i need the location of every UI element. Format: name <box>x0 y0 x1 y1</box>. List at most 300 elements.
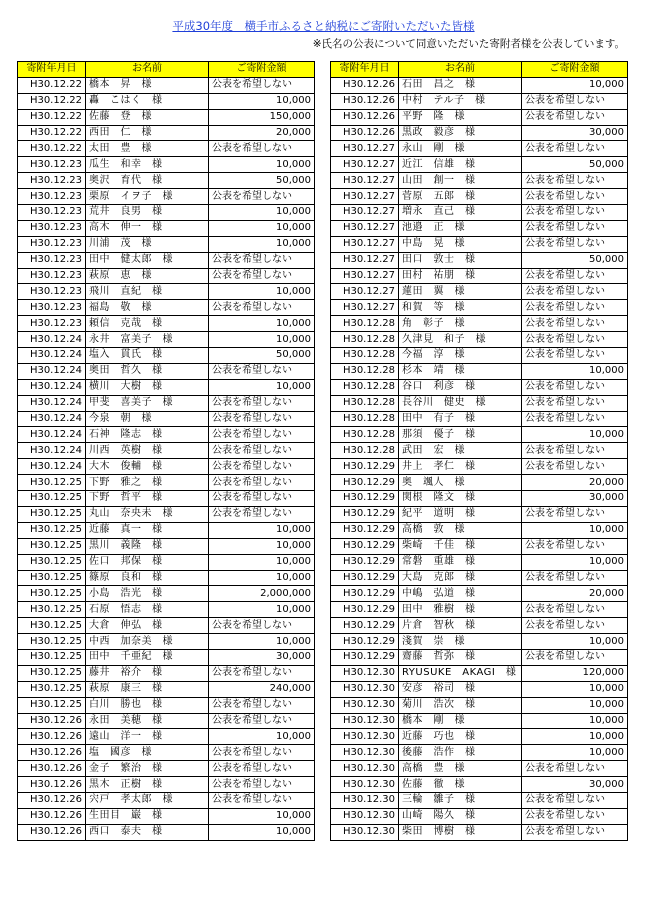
donation-date-cell: H30.12.25 <box>18 538 86 554</box>
table-row <box>331 522 628 538</box>
donation-date-cell: H30.12.25 <box>18 618 86 634</box>
table-row <box>331 506 628 522</box>
donation-date-cell: H30.12.30 <box>331 681 399 697</box>
donation-date-cell: H30.12.30 <box>331 808 399 824</box>
donation-date-cell: H30.12.25 <box>18 475 86 491</box>
donation-amount-cell: 公表を希望しない <box>522 570 628 586</box>
donor-name-cell: 下野 雅之 様 <box>86 475 209 491</box>
donor-name-cell: 田口 敦士 様 <box>399 252 522 268</box>
donor-name-cell: 中西 加奈美 様 <box>86 634 209 650</box>
table-row <box>331 93 628 109</box>
table-row <box>331 443 628 459</box>
header-amount: ご寄附金額 <box>209 62 315 78</box>
donor-name-cell: 藤井 裕介 様 <box>86 665 209 681</box>
donation-date-cell: H30.12.29 <box>331 634 399 650</box>
donation-date-cell: H30.12.28 <box>331 427 399 443</box>
donation-amount-cell: 公表を希望しない <box>209 395 315 411</box>
donation-amount-cell: 公表を希望しない <box>209 792 315 808</box>
donation-amount-cell: 公表を希望しない <box>522 141 628 157</box>
donation-amount-cell: 50,000 <box>209 173 315 189</box>
donor-name-cell: 奥田 哲久 様 <box>86 363 209 379</box>
donation-date-cell: H30.12.28 <box>331 395 399 411</box>
donation-date-cell: H30.12.24 <box>18 332 86 348</box>
table-row <box>331 792 628 808</box>
donation-date-cell: H30.12.23 <box>18 157 86 173</box>
donation-date-cell: H30.12.25 <box>18 586 86 602</box>
donor-name-cell: 黒川 義隆 様 <box>86 538 209 554</box>
donation-amount-cell: 公表を希望しない <box>209 491 315 507</box>
table-row <box>331 109 628 125</box>
table-row <box>331 570 628 586</box>
donor-name-cell: 後藤 浩作 様 <box>399 745 522 761</box>
donation-date-cell: H30.12.28 <box>331 411 399 427</box>
donor-name-cell: 近藤 真一 様 <box>86 522 209 538</box>
donor-name-cell: 石原 悟志 様 <box>86 602 209 618</box>
table-row <box>331 808 628 824</box>
table-row <box>18 395 315 411</box>
donation-date-cell: H30.12.29 <box>331 602 399 618</box>
donation-date-cell: H30.12.23 <box>18 220 86 236</box>
table-row <box>18 777 315 793</box>
donation-date-cell: H30.12.27 <box>331 189 399 205</box>
donation-amount-cell: 公表を希望しない <box>209 427 315 443</box>
donation-amount-cell: 公表を希望しない <box>522 459 628 475</box>
donor-name-cell: 和賀 等 様 <box>399 300 522 316</box>
donor-name-cell: RYUSUKE AKAGI 様 <box>399 665 522 681</box>
donor-name-cell: 白川 勝也 様 <box>86 697 209 713</box>
donor-name-cell: 長谷川 健史 様 <box>399 395 522 411</box>
donor-name-cell: 塩 國彦 様 <box>86 745 209 761</box>
donation-date-cell: H30.12.24 <box>18 427 86 443</box>
donation-date-cell: H30.12.26 <box>18 824 86 840</box>
donation-date-cell: H30.12.25 <box>18 506 86 522</box>
donor-name-cell: 近江 信雄 様 <box>399 157 522 173</box>
table-row <box>18 363 315 379</box>
donation-date-cell: H30.12.25 <box>18 522 86 538</box>
donation-amount-cell: 公表を希望しない <box>209 697 315 713</box>
donation-amount-cell: 2,000,000 <box>209 586 315 602</box>
donation-amount-cell: 公表を希望しない <box>522 348 628 364</box>
donation-amount-cell: 20,000 <box>522 586 628 602</box>
table-row <box>331 220 628 236</box>
table-row <box>331 173 628 189</box>
donor-name-cell: 高木 伸一 様 <box>86 220 209 236</box>
donor-name-cell: 増永 直己 様 <box>399 205 522 221</box>
donor-name-cell: 石神 隆志 様 <box>86 427 209 443</box>
donation-amount-cell: 50,000 <box>522 157 628 173</box>
donation-date-cell: H30.12.22 <box>18 93 86 109</box>
donation-date-cell: H30.12.29 <box>331 570 399 586</box>
donation-amount-cell: 公表を希望しない <box>209 713 315 729</box>
table-row <box>331 777 628 793</box>
table-row <box>331 141 628 157</box>
donation-date-cell: H30.12.28 <box>331 332 399 348</box>
donation-amount-cell: 10,000 <box>522 554 628 570</box>
donation-amount-cell: 公表を希望しない <box>209 443 315 459</box>
table-row <box>18 554 315 570</box>
table-row <box>331 745 628 761</box>
donor-name-cell: 川浦 茂 様 <box>86 236 209 252</box>
donor-name-cell: 菊川 浩次 様 <box>399 697 522 713</box>
donation-amount-cell: 公表を希望しない <box>522 220 628 236</box>
donation-date-cell: H30.12.24 <box>18 363 86 379</box>
donor-name-cell: 福島 敬 様 <box>86 300 209 316</box>
donation-amount-cell: 10,000 <box>209 284 315 300</box>
donation-amount-cell: 10,000 <box>209 93 315 109</box>
donor-name-cell: 近藤 巧也 様 <box>399 729 522 745</box>
donation-date-cell: H30.12.28 <box>331 379 399 395</box>
donor-name-cell: 橋本 昇 様 <box>86 77 209 93</box>
donation-amount-cell: 10,000 <box>209 729 315 745</box>
donation-date-cell: H30.12.26 <box>18 777 86 793</box>
table-row <box>18 792 315 808</box>
donation-amount-cell: 10,000 <box>522 522 628 538</box>
donation-amount-cell: 公表を希望しない <box>522 538 628 554</box>
donor-name-cell: 那須 優子 様 <box>399 427 522 443</box>
donation-date-cell: H30.12.29 <box>331 522 399 538</box>
header-name: お名前 <box>86 62 209 78</box>
donation-date-cell: H30.12.26 <box>331 125 399 141</box>
donation-date-cell: H30.12.26 <box>331 109 399 125</box>
donor-name-cell: 石田 昌之 様 <box>399 77 522 93</box>
table-row <box>331 538 628 554</box>
table-row <box>331 268 628 284</box>
table-row <box>331 427 628 443</box>
donor-name-cell: 小島 浩光 様 <box>86 586 209 602</box>
table-row <box>331 475 628 491</box>
donation-amount-cell: 10,000 <box>209 538 315 554</box>
donor-name-cell: 安彦 裕司 様 <box>399 681 522 697</box>
donor-name-cell: 高橋 敦 様 <box>399 522 522 538</box>
donation-date-cell: H30.12.23 <box>18 300 86 316</box>
donor-name-cell: 丸山 奈央未 様 <box>86 506 209 522</box>
donation-date-cell: H30.12.28 <box>331 363 399 379</box>
table-row <box>18 824 315 840</box>
table-row <box>18 491 315 507</box>
donor-name-cell: 萩原 恵 様 <box>86 268 209 284</box>
donor-name-cell: 田村 祐朋 様 <box>399 268 522 284</box>
table-row <box>331 395 628 411</box>
donation-amount-cell: 公表を希望しない <box>209 268 315 284</box>
table-row <box>331 586 628 602</box>
donation-amount-cell: 10,000 <box>209 316 315 332</box>
donor-name-cell: 篠原 良和 様 <box>86 570 209 586</box>
donation-amount-cell: 公表を希望しない <box>522 395 628 411</box>
donor-name-cell: 大木 俊輔 様 <box>86 459 209 475</box>
donor-table-left <box>17 61 315 841</box>
donation-amount-cell: 公表を希望しない <box>522 173 628 189</box>
donation-date-cell: H30.12.26 <box>18 713 86 729</box>
donor-name-cell: 佐口 邦保 様 <box>86 554 209 570</box>
donor-name-cell: 永井 富美子 様 <box>86 332 209 348</box>
donation-amount-cell: 10,000 <box>209 236 315 252</box>
donation-amount-cell: 240,000 <box>209 681 315 697</box>
header-amount: ご寄附金額 <box>522 62 628 78</box>
donation-date-cell: H30.12.29 <box>331 475 399 491</box>
table-row <box>331 681 628 697</box>
donation-amount-cell: 公表を希望しない <box>522 379 628 395</box>
donation-date-cell: H30.12.26 <box>18 745 86 761</box>
donation-date-cell: H30.12.27 <box>331 173 399 189</box>
donation-amount-cell: 公表を希望しない <box>522 284 628 300</box>
donation-date-cell: H30.12.29 <box>331 554 399 570</box>
donation-date-cell: H30.12.29 <box>331 491 399 507</box>
donation-amount-cell: 10,000 <box>522 77 628 93</box>
donation-date-cell: H30.12.22 <box>18 109 86 125</box>
table-row <box>331 491 628 507</box>
table-row <box>331 316 628 332</box>
table-row <box>18 157 315 173</box>
donation-date-cell: H30.12.26 <box>18 808 86 824</box>
donor-name-cell: 谷口 利彦 様 <box>399 379 522 395</box>
donor-name-cell: 橋本 剛 様 <box>399 713 522 729</box>
table-row <box>331 634 628 650</box>
donation-date-cell: H30.12.27 <box>331 236 399 252</box>
table-row <box>331 348 628 364</box>
donation-amount-cell: 10,000 <box>522 697 628 713</box>
donation-amount-cell: 公表を希望しない <box>522 93 628 109</box>
donation-date-cell: H30.12.28 <box>331 443 399 459</box>
donation-date-cell: H30.12.25 <box>18 554 86 570</box>
donation-date-cell: H30.12.23 <box>18 236 86 252</box>
donation-amount-cell: 公表を希望しない <box>522 236 628 252</box>
donation-amount-cell: 公表を希望しない <box>522 506 628 522</box>
donor-name-cell: 甲斐 喜美子 様 <box>86 395 209 411</box>
donor-name-cell: 頼信 克哉 様 <box>86 316 209 332</box>
donation-amount-cell: 公表を希望しない <box>522 189 628 205</box>
table-row <box>331 761 628 777</box>
donation-date-cell: H30.12.26 <box>18 729 86 745</box>
donation-amount-cell: 10,000 <box>209 522 315 538</box>
donor-name-cell: 齋藤 哲弥 様 <box>399 649 522 665</box>
donor-name-cell: 奥沢 育代 様 <box>86 173 209 189</box>
donation-date-cell: H30.12.29 <box>331 586 399 602</box>
donation-date-cell: H30.12.27 <box>331 141 399 157</box>
donor-name-cell: 山崎 陽久 様 <box>399 808 522 824</box>
donor-name-cell: 角 彰子 様 <box>399 316 522 332</box>
donor-name-cell: 黒政 毅彦 様 <box>399 125 522 141</box>
donor-name-cell: 太田 豊 様 <box>86 141 209 157</box>
donation-date-cell: H30.12.25 <box>18 681 86 697</box>
donor-name-cell: 大倉 伸弘 様 <box>86 618 209 634</box>
donation-amount-cell: 10,000 <box>522 713 628 729</box>
donation-amount-cell: 公表を希望しない <box>522 792 628 808</box>
donation-date-cell: H30.12.26 <box>331 77 399 93</box>
donor-name-cell: 川西 英樹 様 <box>86 443 209 459</box>
donor-name-cell: 今泉 朝 様 <box>86 411 209 427</box>
donation-date-cell: H30.12.30 <box>331 697 399 713</box>
donation-amount-cell: 公表を希望しない <box>522 761 628 777</box>
donor-name-cell: 奥 颯人 様 <box>399 475 522 491</box>
donation-date-cell: H30.12.30 <box>331 824 399 840</box>
donation-amount-cell: 公表を希望しない <box>522 808 628 824</box>
table-row <box>18 538 315 554</box>
donation-date-cell: H30.12.23 <box>18 189 86 205</box>
donor-name-cell: 下野 哲平 様 <box>86 491 209 507</box>
donor-name-cell: 田中 雅樹 様 <box>399 602 522 618</box>
donor-name-cell: 柴崎 千佳 様 <box>399 538 522 554</box>
table-row <box>331 77 628 93</box>
donation-date-cell: H30.12.26 <box>331 93 399 109</box>
table-row <box>18 745 315 761</box>
donation-date-cell: H30.12.27 <box>331 300 399 316</box>
donation-amount-cell: 公表を希望しない <box>209 363 315 379</box>
donor-name-cell: 杉本 靖 様 <box>399 363 522 379</box>
donor-name-cell: 西口 泰夫 様 <box>86 824 209 840</box>
donor-name-cell: 中島 晃 様 <box>399 236 522 252</box>
donation-amount-cell: 10,000 <box>209 220 315 236</box>
donor-name-cell: 井上 孝仁 様 <box>399 459 522 475</box>
donation-date-cell: H30.12.23 <box>18 205 86 221</box>
donation-amount-cell: 10,000 <box>522 745 628 761</box>
table-row <box>331 332 628 348</box>
donation-amount-cell: 公表を希望しない <box>209 459 315 475</box>
donation-amount-cell: 公表を希望しない <box>209 745 315 761</box>
header-date: 寄附年月日 <box>18 62 86 78</box>
donor-name-cell: 横川 大樹 様 <box>86 379 209 395</box>
page-title[interactable]: 平成30年度 横手市ふるさと納税にご寄附いただいた皆様 <box>172 19 475 33</box>
donation-amount-cell: 公表を希望しない <box>522 332 628 348</box>
table-row <box>18 300 315 316</box>
table-row <box>18 808 315 824</box>
table-row <box>331 411 628 427</box>
donor-name-cell: 中嶋 弘道 様 <box>399 586 522 602</box>
table-row <box>331 252 628 268</box>
table-row <box>18 205 315 221</box>
table-row <box>18 316 315 332</box>
table-row <box>18 332 315 348</box>
donor-name-cell: 平野 隆 様 <box>399 109 522 125</box>
donation-date-cell: H30.12.27 <box>331 220 399 236</box>
donation-amount-cell: 公表を希望しない <box>522 268 628 284</box>
table-row <box>18 459 315 475</box>
table-row <box>18 189 315 205</box>
donation-amount-cell: 公表を希望しない <box>522 824 628 840</box>
donation-date-cell: H30.12.29 <box>331 506 399 522</box>
donation-date-cell: H30.12.29 <box>331 538 399 554</box>
donation-date-cell: H30.12.27 <box>331 284 399 300</box>
donation-date-cell: H30.12.29 <box>331 649 399 665</box>
table-row <box>331 284 628 300</box>
donation-date-cell: H30.12.24 <box>18 379 86 395</box>
donation-amount-cell: 公表を希望しない <box>522 602 628 618</box>
table-row <box>331 459 628 475</box>
table-row <box>18 713 315 729</box>
table-row <box>331 205 628 221</box>
donor-name-cell: 紀平 道明 様 <box>399 506 522 522</box>
donor-name-cell: 大島 克郎 様 <box>399 570 522 586</box>
donation-date-cell: H30.12.26 <box>18 792 86 808</box>
donation-amount-cell: 30,000 <box>522 491 628 507</box>
donor-name-cell: 塩入 貫氏 様 <box>86 348 209 364</box>
donor-name-cell: 蓮田 翼 様 <box>399 284 522 300</box>
donor-name-cell: 生田目 巌 様 <box>86 808 209 824</box>
table-row <box>331 363 628 379</box>
table-row <box>331 189 628 205</box>
donation-amount-cell: 公表を希望しない <box>209 475 315 491</box>
donation-date-cell: H30.12.29 <box>331 459 399 475</box>
table-row <box>331 713 628 729</box>
donation-date-cell: H30.12.27 <box>331 268 399 284</box>
donation-date-cell: H30.12.30 <box>331 792 399 808</box>
table-row <box>18 761 315 777</box>
donation-amount-cell: 公表を希望しない <box>522 109 628 125</box>
table-header-row <box>18 62 315 78</box>
donor-name-cell: 飛川 直紀 様 <box>86 284 209 300</box>
donation-date-cell: H30.12.28 <box>331 316 399 332</box>
donation-amount-cell: 公表を希望しない <box>209 77 315 93</box>
donation-amount-cell: 公表を希望しない <box>522 411 628 427</box>
donation-date-cell: H30.12.23 <box>18 316 86 332</box>
donor-name-cell: 中村 テル子 様 <box>399 93 522 109</box>
table-row <box>18 522 315 538</box>
table-row <box>331 665 628 681</box>
donation-amount-cell: 公表を希望しない <box>209 506 315 522</box>
donation-date-cell: H30.12.25 <box>18 649 86 665</box>
donation-date-cell: H30.12.27 <box>331 252 399 268</box>
donation-amount-cell: 公表を希望しない <box>209 252 315 268</box>
donation-date-cell: H30.12.30 <box>331 777 399 793</box>
header-name: お名前 <box>399 62 522 78</box>
table-row <box>18 443 315 459</box>
donation-amount-cell: 10,000 <box>209 824 315 840</box>
donation-amount-cell: 20,000 <box>209 125 315 141</box>
table-row <box>331 554 628 570</box>
donor-name-cell: 西田 仁 様 <box>86 125 209 141</box>
donation-amount-cell: 120,000 <box>522 665 628 681</box>
donation-amount-cell: 公表を希望しない <box>209 777 315 793</box>
donation-amount-cell: 20,000 <box>522 475 628 491</box>
donation-date-cell: H30.12.23 <box>18 173 86 189</box>
table-row <box>18 77 315 93</box>
table-row <box>331 157 628 173</box>
donation-date-cell: H30.12.25 <box>18 697 86 713</box>
donor-name-cell: 栗原 イヲ子 様 <box>86 189 209 205</box>
table-row <box>18 634 315 650</box>
table-row <box>331 379 628 395</box>
table-row <box>18 220 315 236</box>
table-row <box>18 268 315 284</box>
donation-amount-cell: 10,000 <box>522 681 628 697</box>
donor-name-cell: 田中 有子 様 <box>399 411 522 427</box>
donation-date-cell: H30.12.28 <box>331 348 399 364</box>
donation-amount-cell: 150,000 <box>209 109 315 125</box>
donation-date-cell: H30.12.30 <box>331 665 399 681</box>
donation-date-cell: H30.12.22 <box>18 125 86 141</box>
donation-amount-cell: 10,000 <box>209 379 315 395</box>
table-header-row <box>331 62 628 78</box>
table-row <box>18 125 315 141</box>
donation-date-cell: H30.12.24 <box>18 411 86 427</box>
donor-name-cell: 遠山 洋一 様 <box>86 729 209 745</box>
donation-amount-cell: 公表を希望しない <box>209 141 315 157</box>
donation-amount-cell: 10,000 <box>522 634 628 650</box>
donation-date-cell: H30.12.29 <box>331 618 399 634</box>
donation-amount-cell: 30,000 <box>522 777 628 793</box>
donation-amount-cell: 10,000 <box>209 332 315 348</box>
donor-name-cell: 今福 淳 様 <box>399 348 522 364</box>
table-row <box>331 824 628 840</box>
donation-amount-cell: 公表を希望しない <box>209 300 315 316</box>
donor-name-cell: 高橋 豊 様 <box>399 761 522 777</box>
table-row <box>18 665 315 681</box>
donor-name-cell: 池邉 正 様 <box>399 220 522 236</box>
donation-date-cell: H30.12.23 <box>18 268 86 284</box>
donation-date-cell: H30.12.24 <box>18 459 86 475</box>
donation-date-cell: H30.12.30 <box>331 729 399 745</box>
donor-name-cell: 武田 宏 様 <box>399 443 522 459</box>
table-row <box>18 697 315 713</box>
